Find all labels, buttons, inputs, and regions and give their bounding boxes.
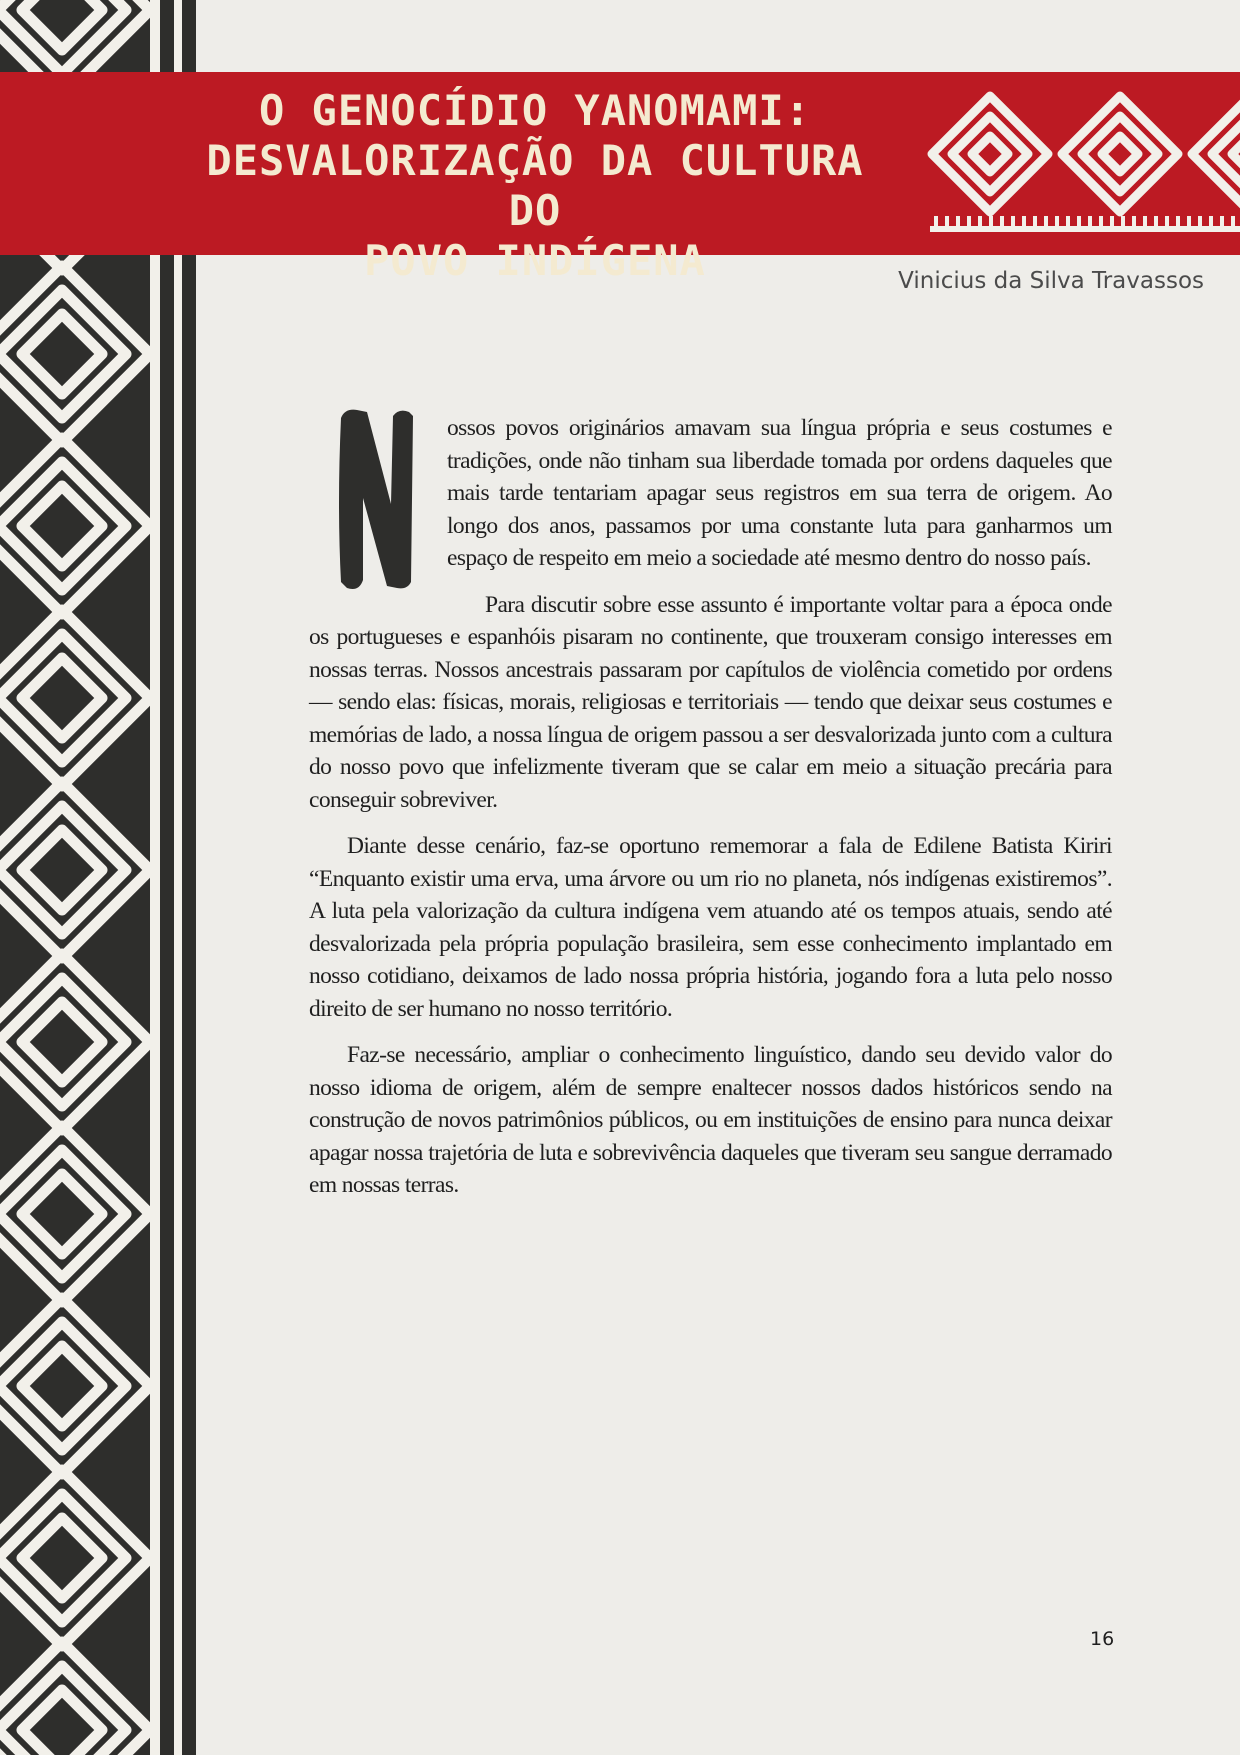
title-line-2: DESVALORIZAÇÃO DA CULTURA DO (206, 136, 864, 235)
sidebar-tribal-pattern (0, 0, 196, 1755)
banner-tribal-pattern (930, 88, 1240, 240)
paragraph-3: Diante desse cenário, faz-se oportuno rememorar a fala de Edilene Batista Kiriri “Enquanto existir uma erva, uma árvore ou um rio no planeta, nós indígenas existiremos”. A luta pela valorização da cultura indígena vem atuando até os tempos atuais, sendo até desvalorizada pela própria população brasileira, sem esse conhecimento implantado em nosso cotidiano, deixamos de lado nossa própria história, jogando fora a luta pelo nosso direito de ser humano no nosso território. (309, 833, 1112, 1022)
paragraph-1 (309, 412, 1112, 575)
paragraph-2: Para discutir sobre esse assunto é importante voltar para a época onde os portugueses e espanhóis pisaram no continente, que trouxeram consigo interesses em nossas terras. Nossos ancestrais passaram por capítulos de violência cometido por ordens — sendo elas: físicas, morais, religiosas e territoriais — tendo que deixar seus costumes e memórias de lado, a nossa língua de origem passou a ser desvalorizada junto com a cultura do nosso povo que infelizmente tiveram que se calar em meio a situação precária para conseguir sobreviver. (309, 591, 1112, 813)
paragraph-1-text: ossos povos originários amavam sua língua própria e seus costumes e tradições, onde não tinham sua liberdade tomada por ordens daqueles que mais tarde tentariam apagar seus registros em sua terra de origem. Ao longo dos anos, passamos por uma constante luta para ganharmos um espaço de respeito em meio a sociedade até mesmo dentro do nosso país. (447, 415, 1112, 571)
paragraph-4: Faz-se necessário, ampliar o conhecimento linguístico, dando seu devido valor do nosso idioma de origem, além de sempre enaltecer nossos dados históricos sendo na construção de novos patrimônios públicos, ou em instituições de ensino para nunca deixar apagar nossa trajetória de luta e sobrevivência daqueles que tiveram seu sangue derramado em nossas terras. (309, 1042, 1112, 1198)
title-line-3: POVO INDÍGENA (364, 236, 706, 285)
author-name: Vinicius da Silva Travassos (898, 268, 1204, 294)
tribal-pattern-decoration (0, 0, 196, 1755)
article-title (190, 86, 880, 286)
article-body (309, 412, 1112, 1216)
dropcap-letter-n (333, 406, 419, 592)
title-line-1: O GENOCÍDIO YANOMAMI: (258, 86, 811, 135)
page-number: 16 (1090, 1628, 1115, 1650)
